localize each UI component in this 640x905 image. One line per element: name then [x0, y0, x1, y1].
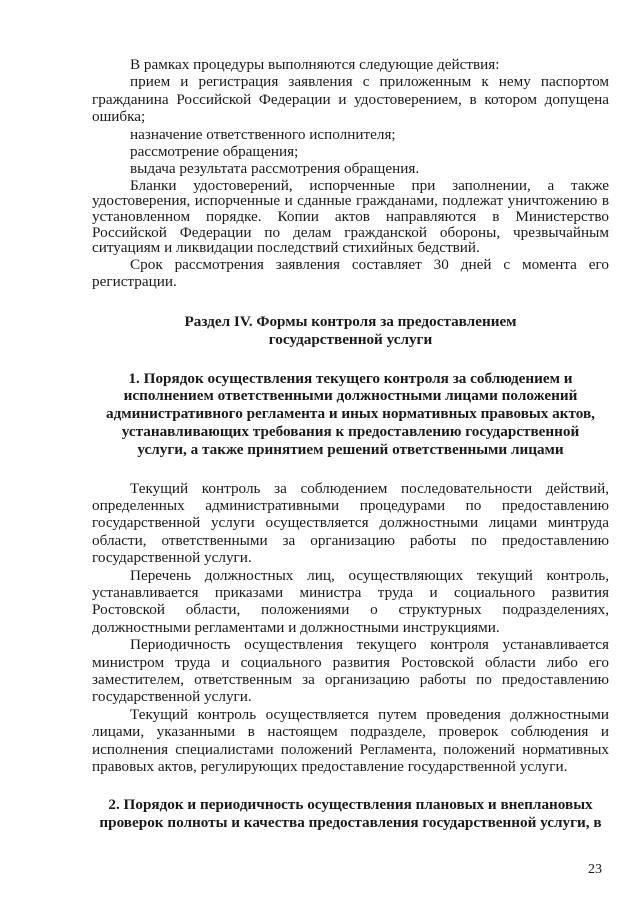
paragraph-control-method: Текущий контроль осуществляется путем проведения должностными лицами, указанными в настоящем подразделе, проверок соблюдения и исполнения специалистами положений Регламента, положений нормативных правовых актов, регулирующих предоставление государственной услуги. — [92, 705, 609, 776]
subsection-1-heading: 1. Порядок осуществления текущего контроля за соблюдением и исполнением ответственными должностными лицами положений административного регламента и иных нормативных правовых актов, устанавливающих требования к предоставлению государственной услуги, а также принятием решений ответственными лицами — [106, 369, 595, 458]
paragraph-review-term: Срок рассмотрения заявления составляет 30 дней с момента его регистрации. — [92, 255, 609, 291]
section-heading-line1: Раздел IV. Формы контроля за предоставлением — [184, 312, 517, 330]
paragraph-control-frequency: Периодичность осуществления текущего контроля устанавливается министром труда и социального развития Ростовской области либо его заместителем, ответственным за организацию работы по предоставлению государственной услуги. — [92, 636, 609, 706]
paragraph-action-reception: прием и регистрация заявления с приложенным к нему паспортом гражданина Российской Федерации и удостоверением, в котором допущена ошибка; — [92, 73, 609, 126]
document-page — [92, 56, 609, 832]
paragraph-action-issue: выдача результата рассмотрения обращения. — [130, 160, 420, 178]
subsection-1-body — [92, 480, 609, 776]
paragraph-procedure-intro: В рамках процедуры выполняются следующие действия: — [130, 56, 500, 73]
paragraph-current-control: Текущий контроль за соблюдением последовательности действий, определенных административными процедурами по предоставлению государственной услуги осуществляется должностными лицами минтруда области, ответственными за организацию работы по предоставлению государственной услуги. — [92, 479, 609, 567]
section-heading-line2: государственной услуги — [268, 330, 433, 348]
section-heading — [92, 313, 609, 349]
paragraph-action-assign: назначение ответственного исполнителя; — [130, 125, 396, 143]
paragraph-action-review: рассмотрение обращения; — [130, 143, 299, 161]
subsection-2-heading: 2. Порядок и периодичность осуществления плановых и внеплановых проверок полноты и качества предоставления государственной услуги, в — [99, 795, 602, 831]
paragraph-blanks-destruction: Бланки удостоверений, испорченные при заполнении, а также удостоверения, испорченные и сданные гражданами, подлежат уничтожению в установленном порядке. Копии актов направляются в Министерство Российской Федерации по делам гражданской обороны, чрезвычайным ситуациям и ликвидации последствий стихийных бедствий. — [92, 176, 609, 257]
page-number: 23 — [588, 862, 602, 877]
paragraph-officials-list: Перечень должностных лиц, осуществляющих текущий контроль, устанавливается приказами министра труда и социального развития Ростовской области, положениями о структурных подразделениях, должностными регламентами и должностными инструкциями. — [92, 566, 609, 636]
